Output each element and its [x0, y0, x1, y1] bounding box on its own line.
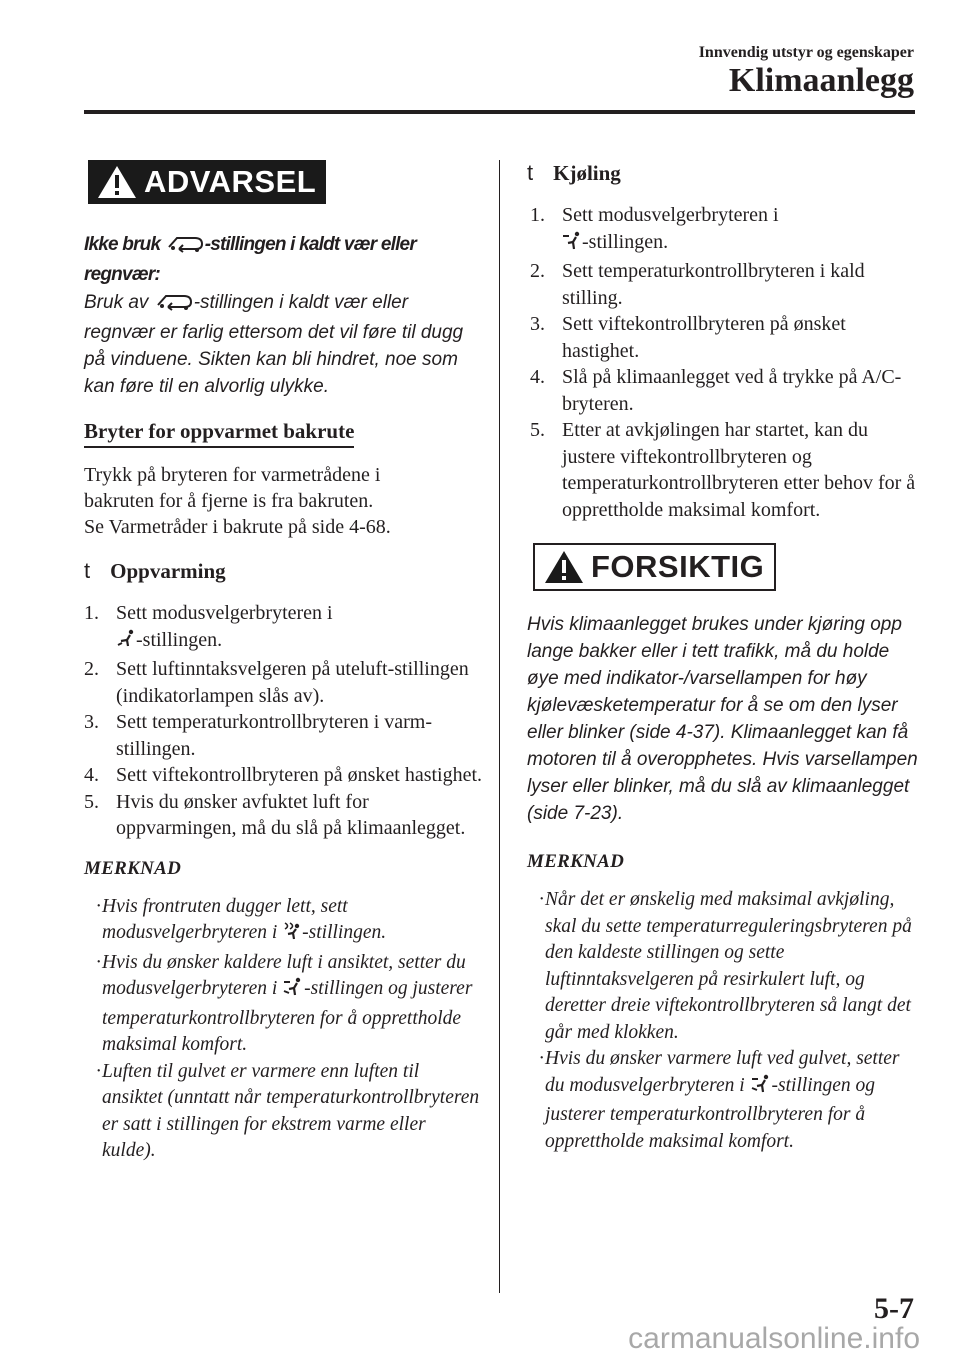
- running-header-title: Klimaanlegg: [728, 62, 914, 99]
- mode-face-icon: [562, 231, 582, 259]
- note-heading: MERKNAD: [84, 857, 182, 879]
- warning-triangle-icon: [96, 164, 138, 200]
- column-divider: [499, 160, 500, 1293]
- subsection-heating: [84, 558, 484, 584]
- note-list: [527, 887, 922, 1155]
- caution-triangle-icon: [543, 549, 585, 585]
- warning-body: Bruk av -stillingen i kaldt vær eller regnvær er farlig ettersom det vil føre til dugg på vinduene. Sikten kan bli hindret, noe som kan føre til en alvorlig ulykke.: [84, 292, 464, 397]
- list-item: · Når det er ønskelig med maksimal avkjøling, skal du sette temperaturreguleringsbryteren på den kaldeste stillingen og sette luftinntaksvelgeren på resirkulert luft, og deretter dreie viftekontrollbryteren så langt det går med klokken.: [539, 889, 912, 1043]
- warning-label: ADVARSEL: [144, 164, 317, 199]
- list-item: 5. Etter at avkjølingen har startet, kan du justere viftekontrollbryteren og temperaturkontrollbryteren etter behov for å opprettholde maksimal komfort.: [530, 419, 916, 521]
- list-item: · Hvis du ønsker kaldere luft i ansiktet, setter du modusvelgerbryteren i -stillingen og justerer temperaturkontrollbryteren for å opprettholde maksimal komfort.: [96, 951, 473, 1055]
- list-item: 2. Sett luftinntaksvelgeren på uteluft-stillingen (indikatorlampen slås av).: [84, 658, 469, 707]
- right-column: [527, 160, 922, 1155]
- subsection-heading: Oppvarming: [110, 558, 226, 583]
- mode-face-floor-icon: [750, 1074, 772, 1103]
- mode-floor-icon: [116, 629, 136, 657]
- section-heading-rear-defrost: Bryter for oppvarmet bakrute: [84, 419, 354, 448]
- header-rule: [84, 110, 915, 114]
- list-item: · Luften til gulvet er varmere enn luften til ansiktet (unntatt når temperaturkontrollbryteren er satt i stillingen for ekstrem varme eller kulde).: [96, 1060, 480, 1161]
- running-header-section: Innvendig utstyr og egenskaper: [698, 44, 914, 61]
- caution-label-box: [533, 543, 776, 591]
- list-item: 1. Sett modusvelgerbryteren i -stillingen.: [84, 600, 484, 656]
- warning-label-box: [88, 160, 326, 204]
- subsection-heading: Kjøling: [553, 160, 621, 185]
- warning-heading: Ikke bruk -stillingen i kaldt vær eller regnvær:: [84, 234, 416, 285]
- list-item: 4. Slå på klimaanlegget ved å trykke på A/C-bryteren.: [530, 366, 902, 415]
- list-item: 4. Sett viftekontrollbryteren på ønsket hastighet.: [84, 764, 483, 786]
- caution-label: FORSIKTIG: [591, 549, 765, 584]
- left-column: [84, 160, 484, 1165]
- mode-face-floor-icon: [282, 977, 304, 1006]
- subsection-marker: t: [527, 160, 534, 185]
- list-item: · Hvis du ønsker varmere luft ved gulvet, setter du modusvelgerbryteren i -stillingen og justerer temperaturkontrollbryteren for å opprettholde maksimal komfort.: [539, 1048, 900, 1152]
- list-item: 3. Sett viftekontrollbryteren på ønsket hastighet.: [530, 313, 846, 362]
- subsection-marker: t: [84, 558, 91, 583]
- rear-defrost-body: Trykk på bryteren for varmetrådene i bakruten for å fjerne is fra bakruten. Se Varmetråder i bakrute på side 4-68.: [84, 464, 391, 538]
- subsection-cooling: [527, 160, 922, 186]
- heating-steps: [84, 600, 484, 842]
- page-number: 5-7: [874, 1292, 914, 1325]
- list-item: · Hvis frontruten dugger lett, sett modusvelgerbryteren i -stillingen.: [96, 894, 484, 950]
- watermark: carmanualsonline.info: [628, 1322, 920, 1355]
- note-list: [84, 894, 484, 1165]
- list-item: 3. Sett temperaturkontrollbryteren i varm-stillingen.: [84, 711, 433, 760]
- note-heading: MERKNAD: [527, 851, 625, 872]
- cooling-steps: [527, 202, 922, 523]
- air-recirculation-icon: [154, 291, 194, 319]
- caution-body: Hvis klimaanlegget brukes under kjøring opp lange bakker eller i tett trafikk, må du holde øye med indikator-/varsellampen for høy kjølevæsketemperatur for å se om den lyser eller blinker (side 4-37). Klimaanlegget kan få motoren til å overopphetes. Hvis varsellampen lyser eller blinker, må du slå av klimaanlegget (side 7-23).: [527, 614, 918, 824]
- list-item: 2. Sett temperaturkontrollbryteren i kald stilling.: [530, 260, 865, 309]
- list-item: 5. Hvis du ønsker avfuktet luft for oppvarmingen, må du slå på klimaanlegget.: [84, 790, 466, 839]
- air-recirculation-icon: [165, 233, 205, 261]
- list-item: 1. Sett modusvelgerbryteren i -stillingen.: [530, 202, 922, 258]
- mode-floor-defrost-icon: [282, 921, 302, 950]
